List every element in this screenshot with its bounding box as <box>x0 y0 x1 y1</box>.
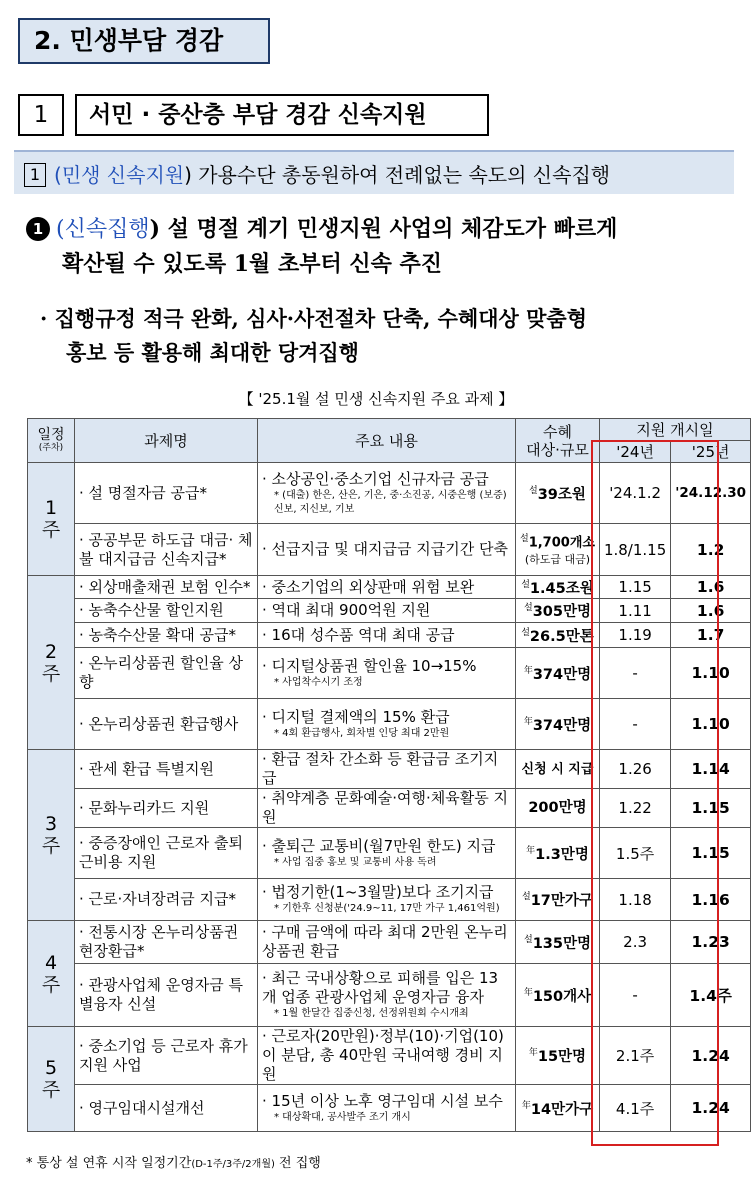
task-name: · 관광사업체 운영자금 특별융자 신설 <box>75 964 258 1027</box>
task-content <box>258 964 516 1027</box>
header-schedule: 일정 (주차) <box>28 419 75 463</box>
amount-value: 135만명 <box>532 935 591 952</box>
amount-prefix: 설 <box>523 603 533 614</box>
subsection-number: 1 <box>18 94 64 136</box>
content-main: · 출퇴근 교통비(월7만원 한도) 지급 <box>262 836 496 855</box>
content-main: · 디지털 결제액의 15% 환급 <box>262 707 450 726</box>
header-2024: '24년 <box>599 441 670 463</box>
content-note: * 4회 환급행사, 회차별 인당 최대 2만원 <box>274 727 450 739</box>
task-name: · 설 명절자금 공급* <box>75 463 258 524</box>
headline-rest: ) 가용수단 총동원하여 전례없는 속도의 신속집행 <box>184 163 611 187</box>
table-row <box>28 828 751 879</box>
content-note: * 대상확대, 공사발주 조기 개시 <box>274 1111 411 1123</box>
start-2025: 1.24 <box>671 1027 751 1085</box>
benefit-amount <box>516 576 600 599</box>
content-note: * (대출) 한은, 산은, 기은, 중·소진공, 시중은행 (보증) 신보, 지신보, 기보 <box>274 489 507 515</box>
task-name: · 공공부문 하도급 대금· 체불 대지급금 신속지급* <box>75 524 258 576</box>
start-2025: 1.2 <box>671 524 751 576</box>
start-2024: 1.5주 <box>599 828 670 879</box>
headline-band <box>14 150 734 194</box>
task-name: · 관세 환급 특별지원 <box>75 750 258 789</box>
subsection-title: 서민 · 중산층 부담 경감 신속지원 <box>75 94 489 136</box>
start-2025: 1.15 <box>671 828 751 879</box>
amount-value: 1.45조원 <box>529 580 594 597</box>
footnote-small: (D-1주/3주/2개월) <box>191 1159 275 1170</box>
benefit-amount <box>516 623 600 648</box>
start-2024: - <box>599 699 670 750</box>
content-main: · 법정기한(1~3월말)보다 조기지급 <box>262 883 494 901</box>
start-2024: 2.1주 <box>599 1027 670 1085</box>
benefit-amount <box>516 921 600 964</box>
start-2024: - <box>599 648 670 699</box>
content-note: * 사업착수시기 조정 <box>274 676 363 688</box>
task-name: · 농축수산물 확대 공급* <box>75 623 258 648</box>
benefit-amount <box>516 789 600 828</box>
start-2025: '24.12.30 <box>671 463 751 524</box>
amount-value: 305만명 <box>532 603 591 620</box>
benefit-amount <box>516 599 600 623</box>
footnote-end: 전 집행 <box>274 1156 321 1171</box>
amount-value: 200만명 <box>528 799 587 816</box>
task-content <box>258 828 516 879</box>
start-2024: 1.15 <box>599 576 670 599</box>
content-main: · 디지털상품권 할인율 10→15% <box>262 656 477 675</box>
task-name: · 온누리상품권 환급행사 <box>75 699 258 750</box>
amount-value: 17만가구 <box>530 892 593 909</box>
week-cell: 3 주 <box>28 750 75 921</box>
start-2024: 4.1주 <box>599 1085 670 1132</box>
start-2025: 1.6 <box>671 576 751 599</box>
start-2025: 1.14 <box>671 750 751 789</box>
content-main: · 취약계층 문화예술·여행·체육활동 지원 <box>262 789 508 826</box>
amount-prefix: 年 <box>521 1100 531 1111</box>
amount-value: 1.3만명 <box>535 846 589 863</box>
footnote <box>26 1152 321 1171</box>
paren: ( <box>56 217 65 242</box>
benefit-amount <box>516 648 600 699</box>
week-cell: 1 주 <box>28 463 75 576</box>
content-note: * 1월 한달간 집중신청, 선정위원회 수시개최 <box>274 1008 469 1019</box>
task-content <box>258 750 516 789</box>
task-name: · 문화누리카드 지원 <box>75 789 258 828</box>
paragraph-2 <box>40 302 587 370</box>
support-table <box>27 418 751 1132</box>
start-2025: 1.15 <box>671 789 751 828</box>
task-name: · 외상매출채권 보험 인수* <box>75 576 258 599</box>
task-content <box>258 879 516 921</box>
amount-prefix: 설 <box>521 627 530 638</box>
table-row <box>28 879 751 921</box>
paren: ( <box>54 163 62 187</box>
task-content <box>258 576 516 599</box>
content-main: · 근로자(20만원)·정부(10)·기업(10)이 분담, 총 40만원 국내여행 경비 지원 <box>262 1027 504 1083</box>
start-2025: 1.6 <box>671 599 751 623</box>
para1-highlight: 신속집행 <box>64 217 150 242</box>
table-row <box>28 699 751 750</box>
start-2025: 1.24 <box>671 1085 751 1132</box>
task-name: · 전통시장 온누리상품권 현장환급* <box>75 921 258 964</box>
header-benefit: 수혜 대상·규모 <box>516 419 600 463</box>
start-2025: 1.4주 <box>671 964 751 1027</box>
start-2025: 1.10 <box>671 648 751 699</box>
amount-value: 374만명 <box>532 666 592 683</box>
content-main: · 구매 금액에 따라 최대 2만원 온누리상품권 환급 <box>262 923 508 960</box>
task-content <box>258 524 516 576</box>
footnote-text: * 통상 설 연휴 시작 일정기간 <box>26 1156 192 1171</box>
task-content <box>258 1085 516 1132</box>
content-main: · 선급지급 및 대지급금 지급기간 단축 <box>262 540 508 558</box>
table-row <box>28 789 751 828</box>
header-start: 지원 개시일 <box>599 419 750 441</box>
table-row <box>28 964 751 1027</box>
headline-highlight: 민생 신속지원 <box>61 163 185 187</box>
benefit-amount <box>516 750 600 789</box>
table-row <box>28 921 751 964</box>
circled-one-icon: 1 <box>26 217 50 241</box>
benefit-amount <box>516 1027 600 1085</box>
start-2024: 1.19 <box>599 623 670 648</box>
task-name: · 농축수산물 할인지원 <box>75 599 258 623</box>
table-row <box>28 750 751 789</box>
content-main: · 환급 절차 간소화 등 환급금 조기지급 <box>262 750 499 787</box>
start-2024: 1.22 <box>599 789 670 828</box>
start-2024: 1.11 <box>599 599 670 623</box>
header-task: 과제명 <box>75 419 258 463</box>
week-cell: 2 주 <box>28 576 75 750</box>
start-2024: 1.8/1.15 <box>599 524 670 576</box>
amount-prefix: 年 <box>526 845 536 856</box>
task-content <box>258 599 516 623</box>
table-row <box>28 463 751 524</box>
benefit-amount <box>516 964 600 1027</box>
headline-text <box>24 159 610 188</box>
content-main: · 중소기업의 외상판매 위험 보완 <box>262 577 475 596</box>
amount-prefix: 年 <box>523 987 533 998</box>
amount-value: 신청 시 지급 <box>521 761 594 777</box>
para1-line1: ) 설 명절 계기 민생지원 사업의 체감도가 빠르게 <box>149 216 618 242</box>
task-content <box>258 648 516 699</box>
amount-prefix: 年 <box>523 665 533 676</box>
content-main: · 역대 최대 900억원 지원 <box>262 601 431 619</box>
start-2024: '24.1.2 <box>599 463 670 524</box>
start-2025: 1.16 <box>671 879 751 921</box>
benefit-amount <box>516 879 600 921</box>
para1-line2: 확산될 수 있도록 1월 초부터 신속 추진 <box>62 251 443 277</box>
table-row <box>28 599 751 623</box>
task-content <box>258 623 516 648</box>
paragraph-1 <box>26 212 617 282</box>
start-2024: 1.26 <box>599 750 670 789</box>
task-content <box>258 463 516 524</box>
amount-value: 1,700개소 <box>528 535 595 551</box>
para2-line2: 홍보 등 활용해 최대한 당겨집행 <box>66 340 359 365</box>
start-2025: 1.10 <box>671 699 751 750</box>
amount-value: 374만명 <box>532 717 592 734</box>
amount-value: 14만가구 <box>530 1101 594 1118</box>
week-cell: 4 주 <box>28 921 75 1027</box>
table-row <box>28 623 751 648</box>
amount-prefix: 年 <box>523 716 533 727</box>
start-2025: 1.23 <box>671 921 751 964</box>
task-name: · 중증장애인 근로자 출퇴근비용 지원 <box>75 828 258 879</box>
task-content <box>258 1027 516 1085</box>
amount-value: 15만명 <box>537 1048 587 1065</box>
amount-prefix: 설 <box>520 533 529 544</box>
start-2024: 2.3 <box>599 921 670 964</box>
amount-value: 150개사 <box>532 988 592 1005</box>
section-title: 2. 민생부담 경감 <box>18 18 270 64</box>
headline-number-box: 1 <box>24 163 46 187</box>
amount-value: 39조원 <box>537 486 586 503</box>
task-content <box>258 699 516 750</box>
amount-value: 26.5만톤 <box>529 628 594 645</box>
benefit-amount <box>516 828 600 879</box>
task-name: · 중소기업 등 근로자 휴가지원 사업 <box>75 1027 258 1085</box>
table-row <box>28 1085 751 1132</box>
content-main: · 16대 성수품 역대 최대 공급 <box>262 625 455 644</box>
content-note: * 사업 집중 홍보 및 교통비 사용 독려 <box>274 856 437 868</box>
table-row <box>28 1027 751 1085</box>
table-row <box>28 524 751 576</box>
benefit-amount <box>516 1085 600 1132</box>
week-cell: 5 주 <box>28 1027 75 1132</box>
table-row <box>28 648 751 699</box>
content-main: · 소상공인·중소기업 신규자금 공급 <box>262 469 489 488</box>
table-caption: 【 '25.1월 설 민생 신속지원 주요 과제 】 <box>238 390 514 408</box>
content-main: · 15년 이상 노후 영구임대 시설 보수 <box>262 1091 503 1110</box>
task-content <box>258 921 516 964</box>
header-2025: '25년 <box>671 441 751 463</box>
amount-prefix: 설 <box>522 892 531 903</box>
header-content: 주요 내용 <box>258 419 516 463</box>
content-note: * 기한후 신청분('24.9~11, 17만 가구 1,461억원) <box>274 903 500 914</box>
amount-prefix: 年 <box>528 1048 538 1059</box>
amount-prefix: 설 <box>523 934 533 945</box>
amount-prefix: 설 <box>521 579 530 590</box>
task-name: · 근로·자녀장려금 지급* <box>75 879 258 921</box>
start-2024: 1.18 <box>599 879 670 921</box>
amount-prefix: 설 <box>529 485 538 496</box>
benefit-amount <box>516 524 600 576</box>
benefit-amount <box>516 463 600 524</box>
task-name: · 온누리상품권 할인율 상향 <box>75 648 258 699</box>
task-content <box>258 789 516 828</box>
content-main: · 최근 국내상황으로 피해를 입은 13개 업종 관광사업체 운영자금 융자 <box>262 969 499 1006</box>
table-row <box>28 576 751 599</box>
start-2025: 1.7 <box>671 623 751 648</box>
para2-line1: · 집행규정 적극 완화, 심사·사전절차 단축, 수혜대상 맞춤형 <box>40 306 587 331</box>
benefit-amount <box>516 699 600 750</box>
task-name: · 영구임대시설개선 <box>75 1085 258 1132</box>
start-2024: - <box>599 964 670 1027</box>
amount-sub: (하도급 대금) <box>524 553 591 567</box>
